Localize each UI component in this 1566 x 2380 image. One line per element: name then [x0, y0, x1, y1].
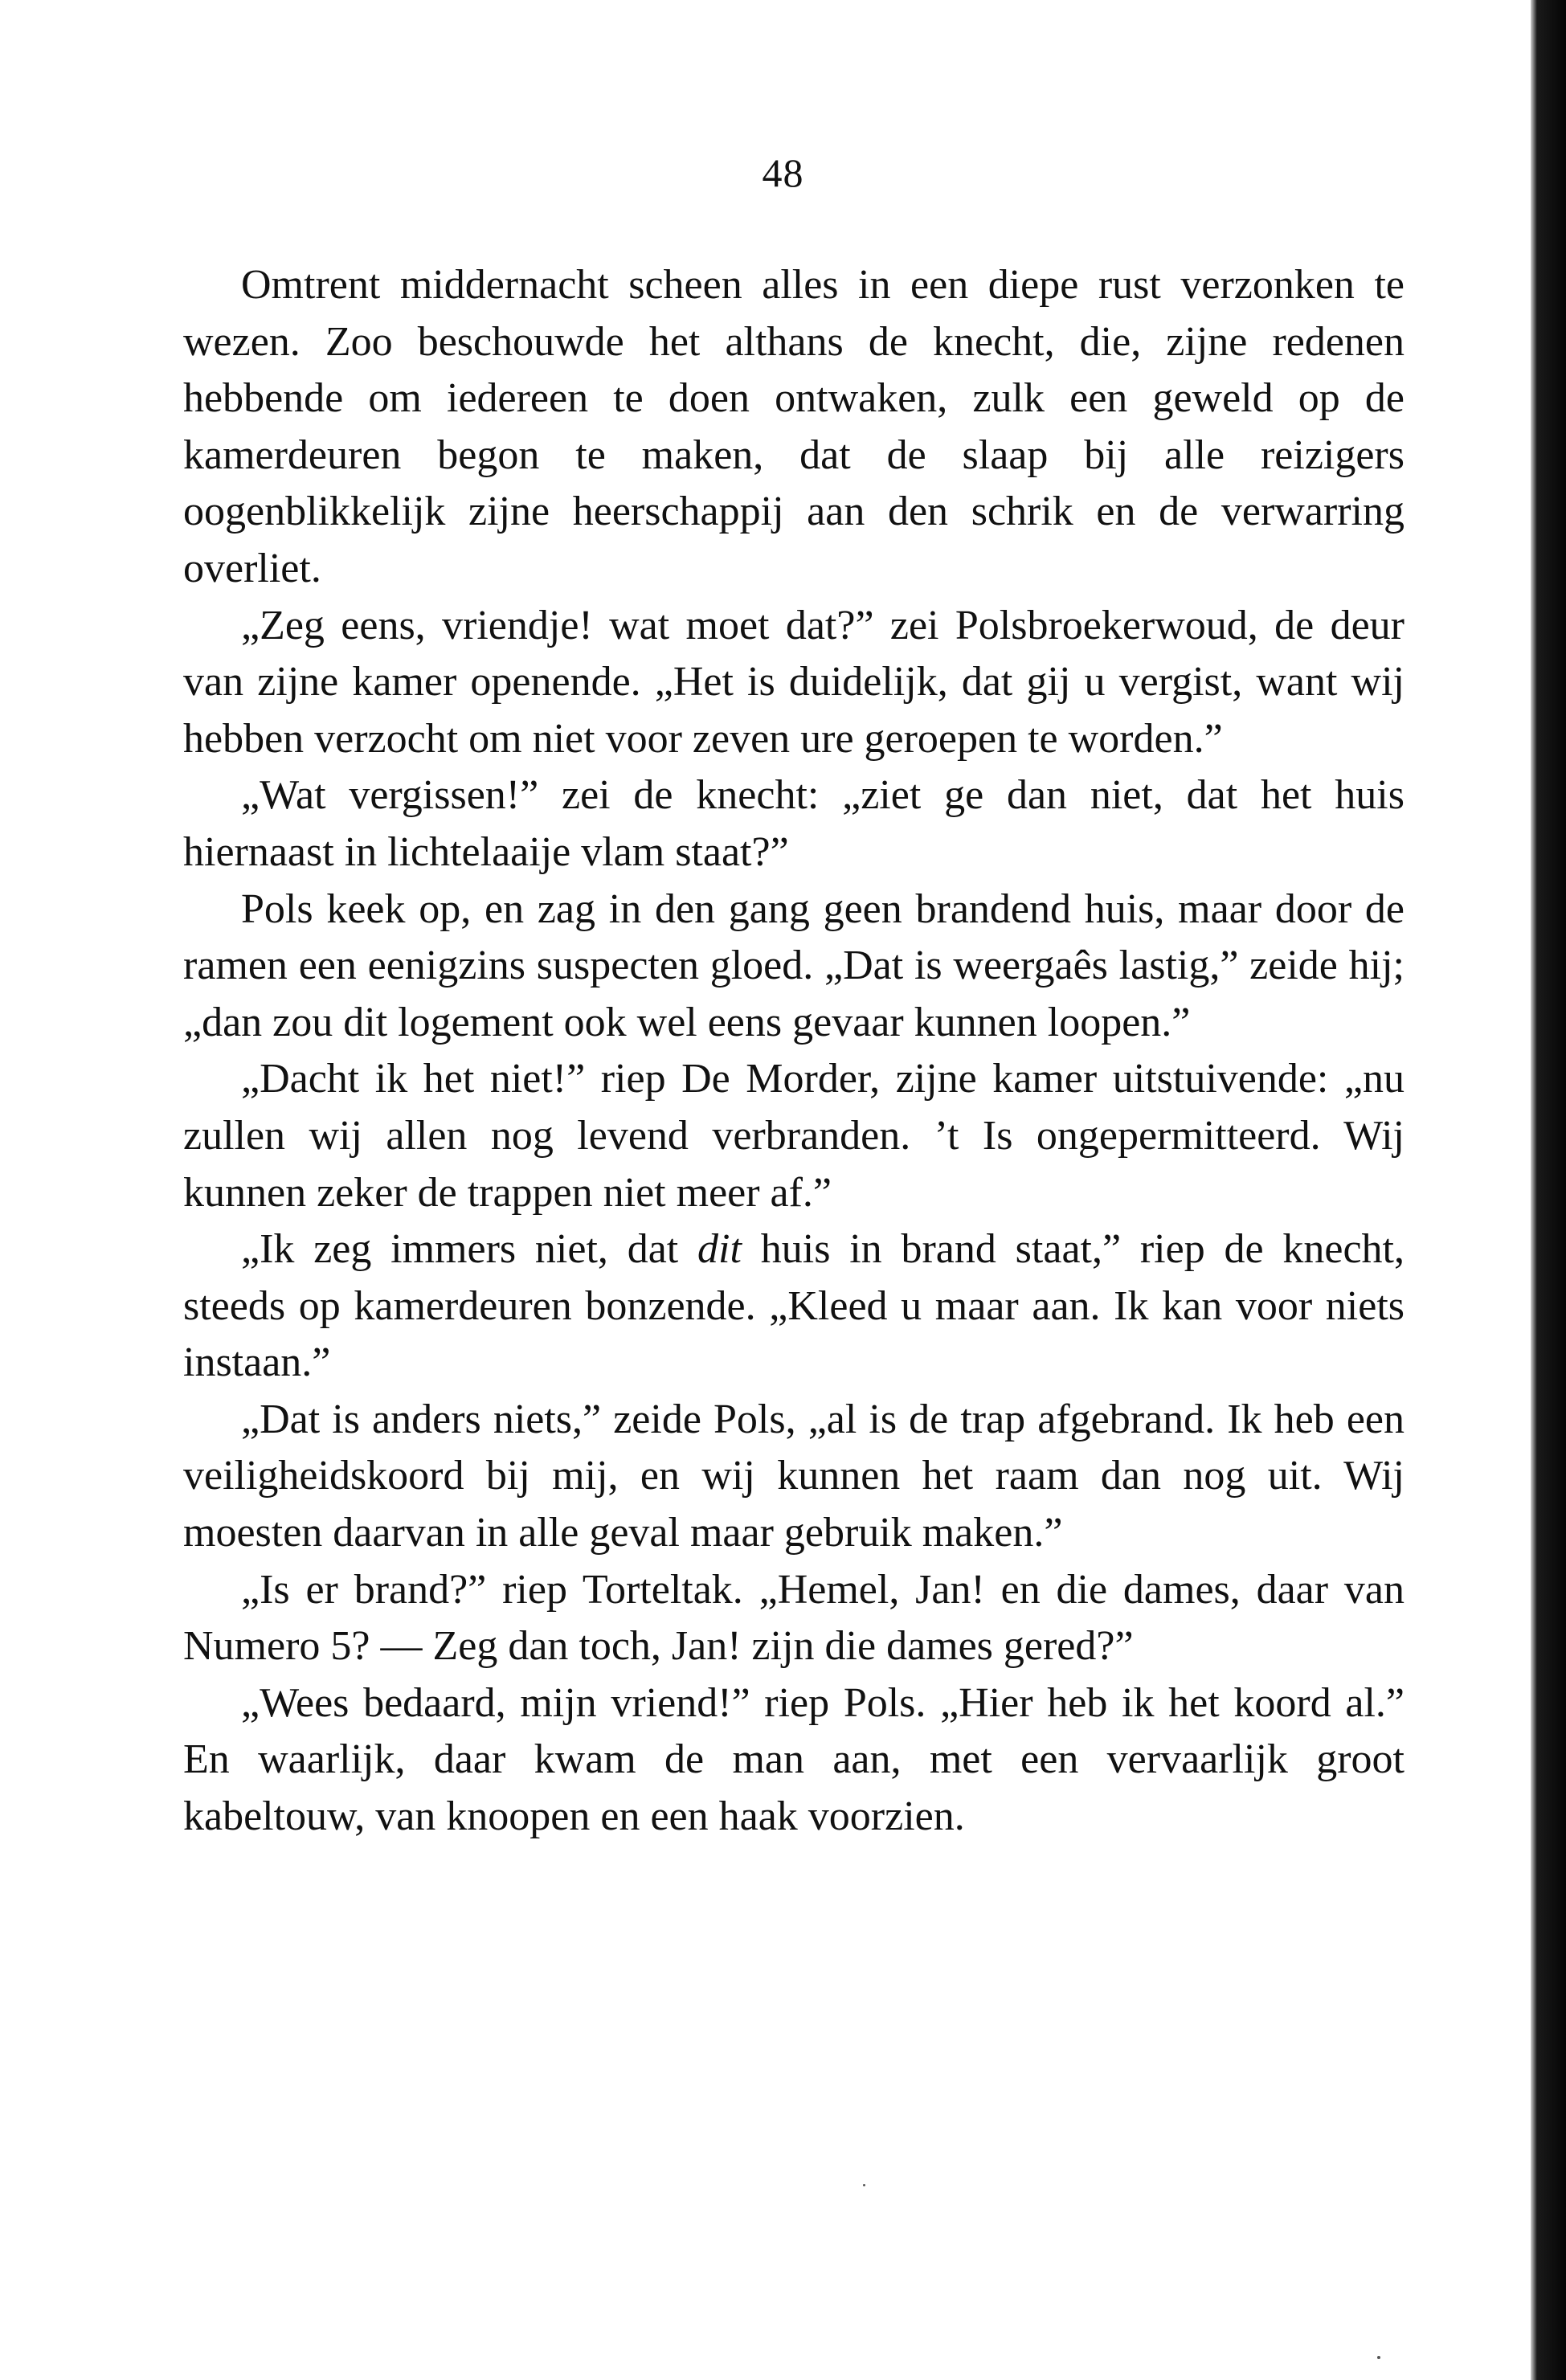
paragraph: Omtrent middernacht scheen alles in een diepe rust verzonken te wezen. Zoo beschouwde het althans de knecht, die, zijne redenen hebbende om iedereen te doen ontwaken, zulk een geweld op de kamerdeuren begon te maken, dat de slaap bij alle reizigers oogenblikkelijk zijne heerschappij aan den schrik en de verwarring overliet. [183, 262, 1404, 591]
paragraph: „Dat is anders niets,” zeide Pols, „al is de trap afgebrand. Ik heb een veiligheidskoord bij mij, en wij kunnen het raam dan nog uit. Wij moesten daarvan in alle geval maar gebruik maken.” [183, 1396, 1404, 1556]
paragraph: „Zeg eens, vriendje! wat moet dat?” zei Polsbroekerwoud, de deur van zijne kamer openende. „Het is duidelijk, dat gij u vergist, want wij hebben verzocht om niet voor zeven ure geroepen te worden.” [183, 602, 1404, 762]
scan-speck [863, 2184, 865, 2186]
italic-word: dit [697, 1226, 742, 1273]
paragraph: „Wat vergissen!” zei de knecht: „ziet ge dan niet, dat het huis hiernaast in lichtelaaije vlam staat?” [183, 772, 1404, 875]
paragraph: „Dacht ik het niet!” riep De Morder, zijne kamer uitstuivende: „nu zullen wij allen nog levend verbranden. ’t Is ongepermitteerd. Wij kunnen zeker de trappen niet meer af.” [183, 1056, 1404, 1216]
paragraph: Pols keek op, en zag in den gang geen brandend huis, maar door de ramen een eenigzins suspecten gloed. „Dat is weergaês lastig,” zeide hij; „dan zou dit logement ook wel eens gevaar kunnen loopen.” [183, 885, 1404, 1045]
paragraph-text: „Ik zeg immers niet, dat [241, 1226, 698, 1273]
paragraph-text: huis in brand staat,” riep de knecht, steeds op kamerdeuren bonzende. „Kleed u maar aan. Ik kan voor niets instaan.” [183, 1226, 1404, 1386]
scan-speck [1377, 2356, 1380, 2359]
paragraph [183, 1221, 1404, 1392]
paragraph: „Wees bedaard, mijn vriend!” riep Pols. „Hier heb ik het koord al.” En waarlijk, daar kwam de man aan, met een vervaarlijk groot kabeltouw, van knoopen en een haak voorzien. [183, 1679, 1404, 1840]
body-text [183, 257, 1404, 1846]
page-edge-shadow [1531, 0, 1566, 2380]
paragraph: „Is er brand?” riep Torteltak. „Hemel, Jan! en die dames, daar van Numero 5? — Zeg dan toch, Jan! zijn die dames gered?” [183, 1566, 1404, 1670]
page-number: 48 [762, 150, 804, 195]
